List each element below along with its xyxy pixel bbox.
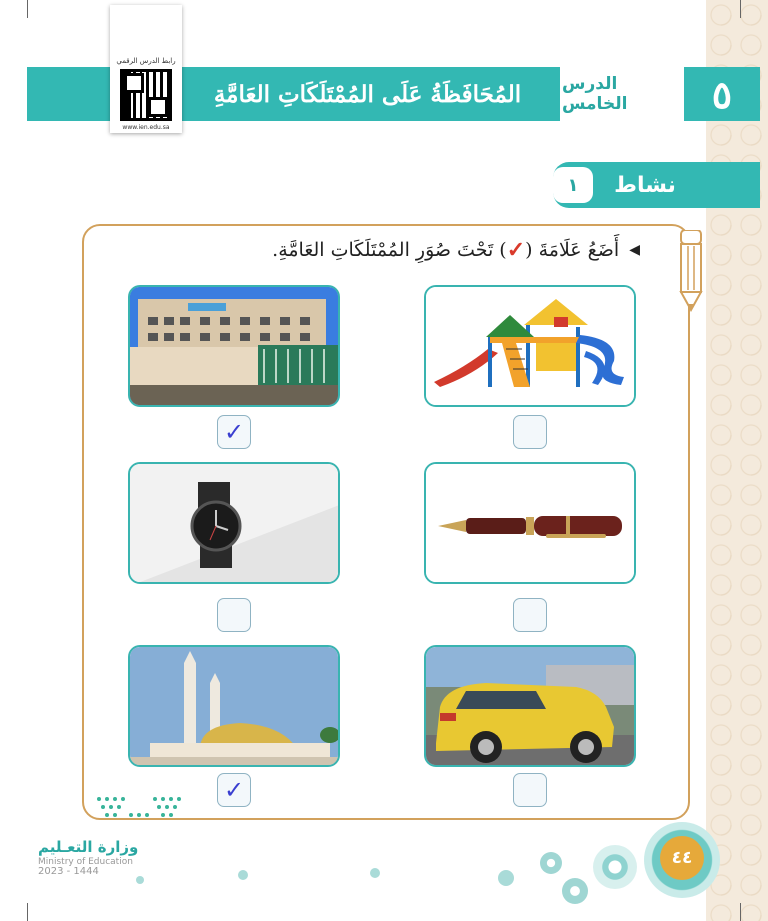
pen-image <box>426 464 636 584</box>
lesson-label: الدرس الخامس <box>562 74 628 114</box>
decorative-dot-icon <box>238 870 248 880</box>
qr-label: رابط الدرس الرقمي <box>116 57 176 65</box>
taxi-image <box>426 647 636 767</box>
lesson-title: المُحَافَظَةُ عَلَى المُمْتَلَكَاتِ العَامَّةِ <box>213 80 522 108</box>
picture-mosque <box>128 645 340 767</box>
picture-school-building <box>128 285 340 407</box>
ministry-name-english: Ministry of Education <box>38 857 133 867</box>
bullet-arrow-icon: ◀ <box>629 242 640 258</box>
playground-image <box>426 287 636 407</box>
activity-label: نشاط <box>614 172 676 198</box>
decorative-flower-icon <box>540 852 562 874</box>
decorative-side-pattern <box>706 0 768 921</box>
activity-number: ١ <box>553 167 593 203</box>
crop-mark <box>27 0 28 18</box>
crop-mark <box>740 0 741 18</box>
checkbox-school-building[interactable]: ✓ <box>217 415 251 449</box>
instruction-part-1: أَضَعُ عَلَامَةَ ( <box>525 239 620 261</box>
edition-year: 2023 - 1444 <box>38 866 99 877</box>
picture-wristwatch <box>128 462 340 584</box>
picture-playground <box>424 285 636 407</box>
picture-pen <box>424 462 636 584</box>
qr-card[interactable] <box>110 5 182 133</box>
crop-mark <box>740 903 741 921</box>
decorative-flower-icon <box>593 845 637 889</box>
lesson-number: ٥ <box>684 67 760 121</box>
checkbox-playground[interactable] <box>513 415 547 449</box>
ministry-logo-icon <box>95 795 185 823</box>
page-number: ٤٤ <box>660 836 704 880</box>
wristwatch-image <box>130 464 340 584</box>
qr-url: www.ien.edu.sa <box>122 124 170 131</box>
instruction-part-2: ) تَحْتَ صُوَرِ المُمْتَلَكَاتِ العَامَّةِ. <box>272 239 507 261</box>
decorative-flower-icon <box>562 878 588 904</box>
picture-taxi-car <box>424 645 636 767</box>
qr-code-icon[interactable] <box>120 69 172 121</box>
red-check-icon: ✓ <box>506 237 526 263</box>
school-image <box>130 287 340 407</box>
instruction-text <box>200 232 640 268</box>
pencil-icon <box>678 230 704 312</box>
checkbox-mosque[interactable]: ✓ <box>217 773 251 807</box>
decorative-dot-icon <box>498 870 514 886</box>
checkbox-pen[interactable] <box>513 598 547 632</box>
mosque-image <box>130 647 340 767</box>
decorative-dot-icon <box>136 876 144 884</box>
decorative-dot-icon <box>370 868 380 878</box>
crop-mark <box>27 903 28 921</box>
ministry-name-arabic: وزارة التعـليم <box>38 838 139 856</box>
checkbox-taxi-car[interactable] <box>513 773 547 807</box>
checkbox-wristwatch[interactable] <box>217 598 251 632</box>
